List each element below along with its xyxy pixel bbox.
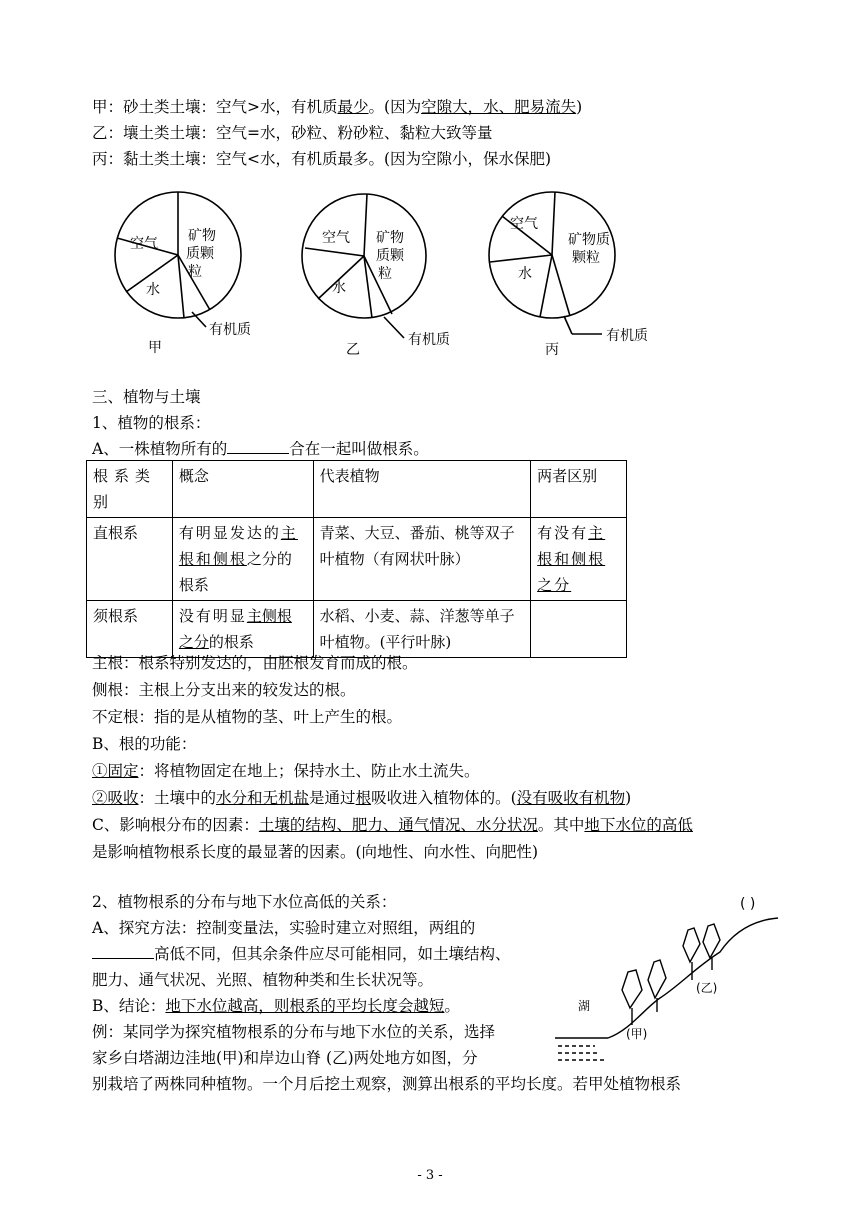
soil-yi-line: 乙：壤土类土壤：空气=水，砂粒、粉砂粒、黏粒大致等量 xyxy=(92,124,493,142)
factors-line-2: 是影响植物根系长度的最显著的因素。(向地性、向水性、向肥性) xyxy=(92,843,539,861)
method-line-1: A、探究方法：控制变量法，实验时建立对照组，两组的 xyxy=(92,919,476,937)
pie-jia-mineral-3: 粒 xyxy=(188,264,202,280)
pie-jia-label: 甲 xyxy=(148,340,162,356)
answer-paren: ( ) xyxy=(740,896,756,912)
function-fix-line: ①固定：将植物固定在地上；保持水土、防止水土流失。 xyxy=(92,762,480,780)
lake-label: 湖 xyxy=(578,999,591,1013)
pie-bing-organic: 有机质 xyxy=(606,328,648,344)
pie-yi-mineral-3: 粒 xyxy=(378,266,392,282)
pie-bing-air: 空气 xyxy=(510,216,538,232)
yi-location-label: (乙) xyxy=(696,981,718,995)
pie-yi-organic: 有机质 xyxy=(408,332,450,348)
section2-title: 2、植物根系的分布与地下水位高低的关系： xyxy=(92,893,397,911)
pie-jia-organic: 有机质 xyxy=(209,322,251,338)
pie-jia-mineral-2: 质颗 xyxy=(186,246,214,262)
section3-sub1: 1、植物的根系： xyxy=(92,414,211,432)
table-header: 概念 xyxy=(172,461,313,518)
soil-jia-line: 甲：砂土类土壤：空气>水，有机质最少。(因为空隙大，水、肥易流失) xyxy=(92,98,583,116)
terrain-figure xyxy=(550,890,800,1070)
root-function-title: B、根的功能： xyxy=(92,735,197,753)
pie-yi-air: 空气 xyxy=(322,230,350,246)
table-row xyxy=(87,518,627,601)
pie-jia-air: 空气 xyxy=(130,236,158,252)
table-cell: 有没有主根和侧根之分 xyxy=(531,518,627,601)
main-root-line: 主根：根系特别发达的，由胚根发育而成的根。 xyxy=(92,654,418,672)
jia-location-label: (甲) xyxy=(626,1027,648,1041)
method-line-3: 肥力、通气状况、光照、植物种类和生长状况等。 xyxy=(92,971,434,989)
table-cell: 有明显发达的主根和侧根之分的根系 xyxy=(172,518,313,601)
section3-title: 三、植物与土壤 xyxy=(92,388,201,406)
table-cell: 没有明显主侧根之分的根系 xyxy=(172,601,313,658)
pie-yi-mineral-2: 质颗 xyxy=(376,248,404,264)
pie-bing-label: 丙 xyxy=(545,342,559,358)
table-cell: 水稻、小麦、蒜、洋葱等单子叶植物。(平行叶脉) xyxy=(313,601,531,658)
table-row xyxy=(87,601,627,658)
adventitious-root-line: 不定根：指的是从植物的茎、叶上产生的根。 xyxy=(92,708,403,726)
side-root-line: 侧根：主根上分支出来的较发达的根。 xyxy=(92,681,356,699)
pie-jia-mineral-1: 矿物 xyxy=(188,228,216,244)
pie-bing-mineral-2: 颗粒 xyxy=(572,250,600,266)
section3-a-line: A、一株植物所有的 合在一起叫做根系。 xyxy=(92,440,429,458)
example-line-3: 别栽培了两株同种植物。一个月后挖土观察，测算出根系的平均长度。若甲处植物根系 xyxy=(92,1075,682,1093)
page-number: - 3 - xyxy=(417,1168,443,1183)
function-absorb-line: ②吸收：土壤中的水分和无机盐是通过根吸收进入植物体的。(没有吸收有机物) xyxy=(92,789,632,807)
factors-line: C、影响根分布的因素：土壤的结构、肥力、通气情况、水分状况。其中地下水位的高低 xyxy=(92,816,693,834)
table-cell: 青菜、大豆、番茄、桃等双子叶植物（有网状叶脉） xyxy=(313,518,531,601)
pie-yi-water: 水 xyxy=(332,280,346,296)
table-header: 两者区别 xyxy=(531,461,627,518)
example-line-2: 家乡白塔湖边洼地(甲)和岸边山脊 (乙)两处地方如图，分 xyxy=(92,1049,478,1067)
table-cell xyxy=(531,601,627,658)
table-cell: 直根系 xyxy=(87,518,173,601)
pie-bing-mineral-1: 矿物质 xyxy=(568,232,610,248)
pie-yi-mineral-1: 矿物 xyxy=(376,230,404,246)
example-line-1: 例：某同学为探究植物根系的分布与地下水位的关系，选择 xyxy=(92,1023,496,1041)
conclusion-line: B、结论：地下水位越高，则根系的平均长度会越短。 xyxy=(92,997,460,1015)
soil-pie-diagrams xyxy=(0,180,860,370)
table-header-row xyxy=(87,461,627,518)
root-system-table xyxy=(86,460,627,658)
soil-bing-line: 丙：黏土类土壤：空气<水，有机质最多。(因为空隙小，保水保肥) xyxy=(92,150,552,168)
table-cell: 须根系 xyxy=(87,601,173,658)
pie-yi-label: 乙 xyxy=(346,342,360,358)
pie-bing-water: 水 xyxy=(518,266,532,282)
method-line-2: 高低不同，但其余条件应尽可能相同，如土壤结构、 xyxy=(92,943,511,965)
pie-jia-water: 水 xyxy=(146,282,160,298)
table-header: 代表植物 xyxy=(313,461,531,518)
table-header: 根系类别 xyxy=(87,461,173,518)
